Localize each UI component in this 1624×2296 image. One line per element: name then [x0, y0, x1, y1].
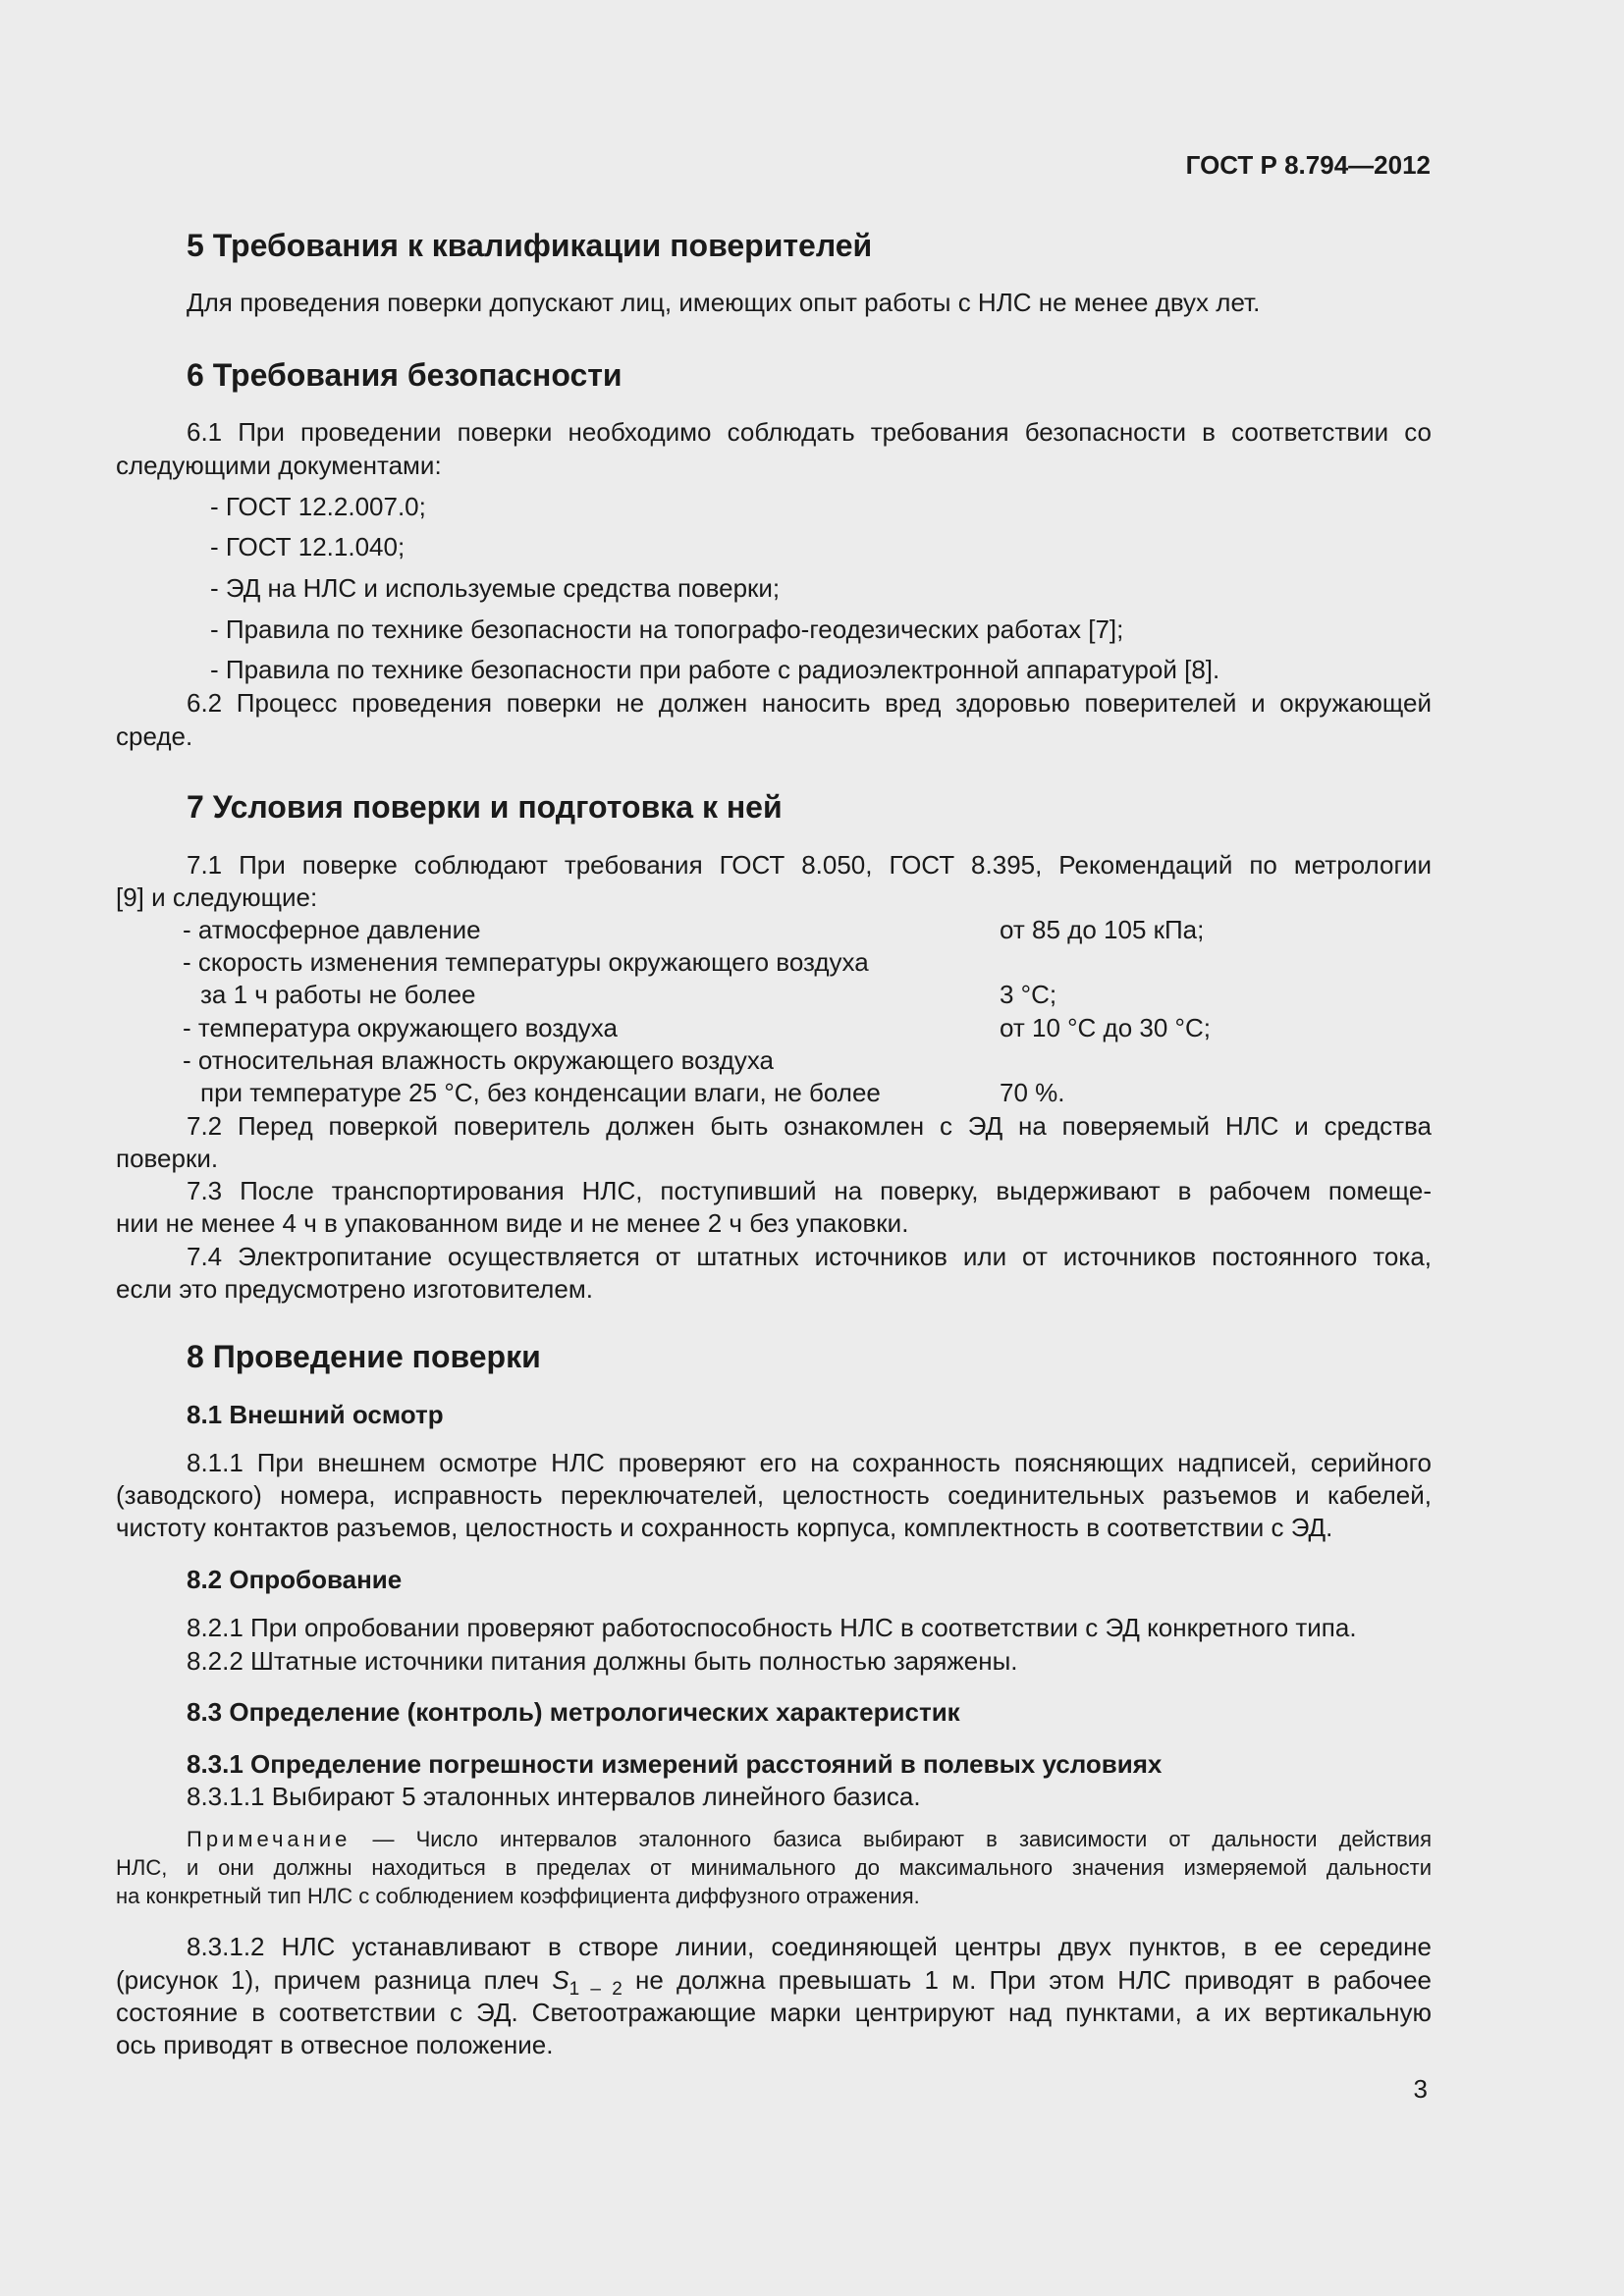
text-run: не должна превышать 1 м. При этом НЛС приводят в рабочее: [622, 1965, 1432, 1995]
condition-value: 3 °С;: [1000, 980, 1057, 1009]
note-label: Примечание: [187, 1827, 352, 1851]
section-8-heading: 8 Проведение поверки: [187, 1339, 541, 1374]
paragraph-7-3-line-1: 7.3 После транспортирования НЛС, поступивший на поверку, выдерживают в рабочем помеще-: [187, 1176, 1432, 1205]
section-5-paragraph: Для проведения поверки допускают лиц, имеющих опыт работы с НЛС не менее двух лет.: [187, 288, 1261, 317]
paragraph-8-1-1-line-1: 8.1.1 При внешнем осмотре НЛС проверяют его на сохранность поясняющих надписей, серийного: [187, 1448, 1432, 1477]
paragraph-6-2-line-2: среде.: [116, 721, 193, 751]
variable-subscript: 1 – 2: [568, 1979, 623, 2000]
running-header: ГОСТ Р 8.794—2012: [1185, 150, 1431, 180]
condition-value: от 85 до 105 кПа;: [1000, 915, 1205, 944]
paragraph-7-1-line-1: 7.1 При поверке соблюдают требования ГОСТ 8.050, ГОСТ 8.395, Рекомендаций по метрологии: [187, 850, 1432, 880]
safety-list-item: - ЭД на НЛС и используемые средства поверки;: [210, 573, 781, 603]
paragraph-8-2-2: 8.2.2 Штатные источники питания должны быть полностью заряжены.: [187, 1646, 1018, 1676]
subsection-8-3-1-heading: 8.3.1 Определение погрешности измерений расстояний в полевых условиях: [187, 1749, 1163, 1779]
paragraph-8-3-1-1: 8.3.1.1 Выбирают 5 эталонных интервалов линейного базиса.: [187, 1782, 921, 1811]
paragraph-7-4-line-1: 7.4 Электропитание осуществляется от штатных источников или от источников постоянного тока,: [187, 1242, 1432, 1271]
section-7-heading: 7 Условия поверки и подготовка к ней: [187, 789, 783, 825]
paragraph-8-1-1-line-3: чистоту контактов разъемов, целостность и сохранность корпуса, комплектность в соответствии с ЭД.: [116, 1513, 1333, 1542]
note-line-3: на конкретный тип НЛС с соблюдением коэффициента диффузного отражения.: [116, 1884, 920, 1908]
section-6-heading: 6 Требования безопасности: [187, 357, 623, 393]
safety-list-item: - Правила по технике безопасности при работе с радиоэлектронной аппаратурой [8].: [210, 655, 1220, 684]
paragraph-7-2-line-1: 7.2 Перед поверкой поверитель должен быть ознакомлен с ЭД на поверяемый НЛС и средства: [187, 1111, 1432, 1141]
paragraph-8-3-1-2-line-1: 8.3.1.2 НЛС устанавливают в створе линии, соединяющей центры двух пунктов, в ее середине: [187, 1932, 1432, 1961]
safety-list-item: - ГОСТ 12.1.040;: [210, 532, 406, 561]
page-number: 3: [1413, 2074, 1428, 2104]
paragraph-8-1-1-line-2: (заводского) номера, исправность переключателей, целостность соединительных разъемов и кабелей,: [116, 1480, 1432, 1510]
subsection-8-3-heading: 8.3 Определение (контроль) метрологических характеристик: [187, 1697, 960, 1727]
paragraph-8-3-1-2-line-4: ось приводят в отвесное положение.: [116, 2030, 554, 2059]
subsection-8-2-heading: 8.2 Опробование: [187, 1565, 403, 1594]
paragraph-6-2-line-1: 6.2 Процесс проведения поверки не должен наносить вред здоровью поверителей и окружающей: [187, 688, 1432, 718]
paragraph-8-2-1: 8.2.1 При опробовании проверяют работоспособность НЛС в соответствии с ЭД конкретного типа.: [187, 1613, 1357, 1642]
condition-label: - атмосферное давление: [183, 915, 481, 944]
condition-value: 70 %.: [1000, 1078, 1065, 1107]
paragraph-8-3-1-2-line-3: состояние в соответствии с ЭД. Светоотражающие марки центрируют над пунктами, а их вертикальную: [116, 1998, 1432, 2027]
section-5-heading: 5 Требования к квалификации поверителей: [187, 228, 873, 263]
variable-s: S: [552, 1965, 569, 1995]
condition-label: за 1 ч работы не более: [200, 980, 476, 1009]
paragraph-7-1-line-2: [9] и следующие:: [116, 882, 318, 912]
text-run: (рисунок 1), причем разница плеч: [116, 1965, 553, 1995]
condition-label: - скорость изменения температуры окружающего воздуха: [183, 947, 869, 977]
condition-value: от 10 °С до 30 °С;: [1000, 1013, 1211, 1042]
condition-label: при температуре 25 °С, без конденсации влаги, не более: [200, 1078, 881, 1107]
condition-label: - относительная влажность окружающего воздуха: [183, 1045, 774, 1075]
paragraph-7-4-line-2: если это предусмотрено изготовителем.: [116, 1274, 593, 1304]
subsection-8-1-heading: 8.1 Внешний осмотр: [187, 1400, 444, 1429]
note-line-1: [187, 1825, 1432, 1853]
paragraph-7-2-line-2: поверки.: [116, 1144, 219, 1173]
safety-list-item: - Правила по технике безопасности на топографо-геодезических работах [7];: [210, 614, 1124, 644]
paragraph-8-3-1-2-line-2: [116, 1964, 1432, 2000]
condition-label: - температура окружающего воздуха: [183, 1013, 618, 1042]
note-text: — Число интервалов эталонного базиса выбирают в зависимости от дальности действия: [351, 1827, 1432, 1851]
paragraph-6-1-line-2: следующими документами:: [116, 451, 442, 480]
paragraph-6-1-line-1: 6.1 При проведении поверки необходимо соблюдать требования безопасности в соответствии со: [187, 417, 1432, 447]
note-line-2: НЛС, и они должны находиться в пределах от минимального до максимального значения измеряемой дальности: [116, 1855, 1432, 1880]
safety-list-item: - ГОСТ 12.2.007.0;: [210, 492, 426, 521]
paragraph-7-3-line-2: нии не менее 4 ч в упакованном виде и не менее 2 ч без упаковки.: [116, 1208, 909, 1238]
